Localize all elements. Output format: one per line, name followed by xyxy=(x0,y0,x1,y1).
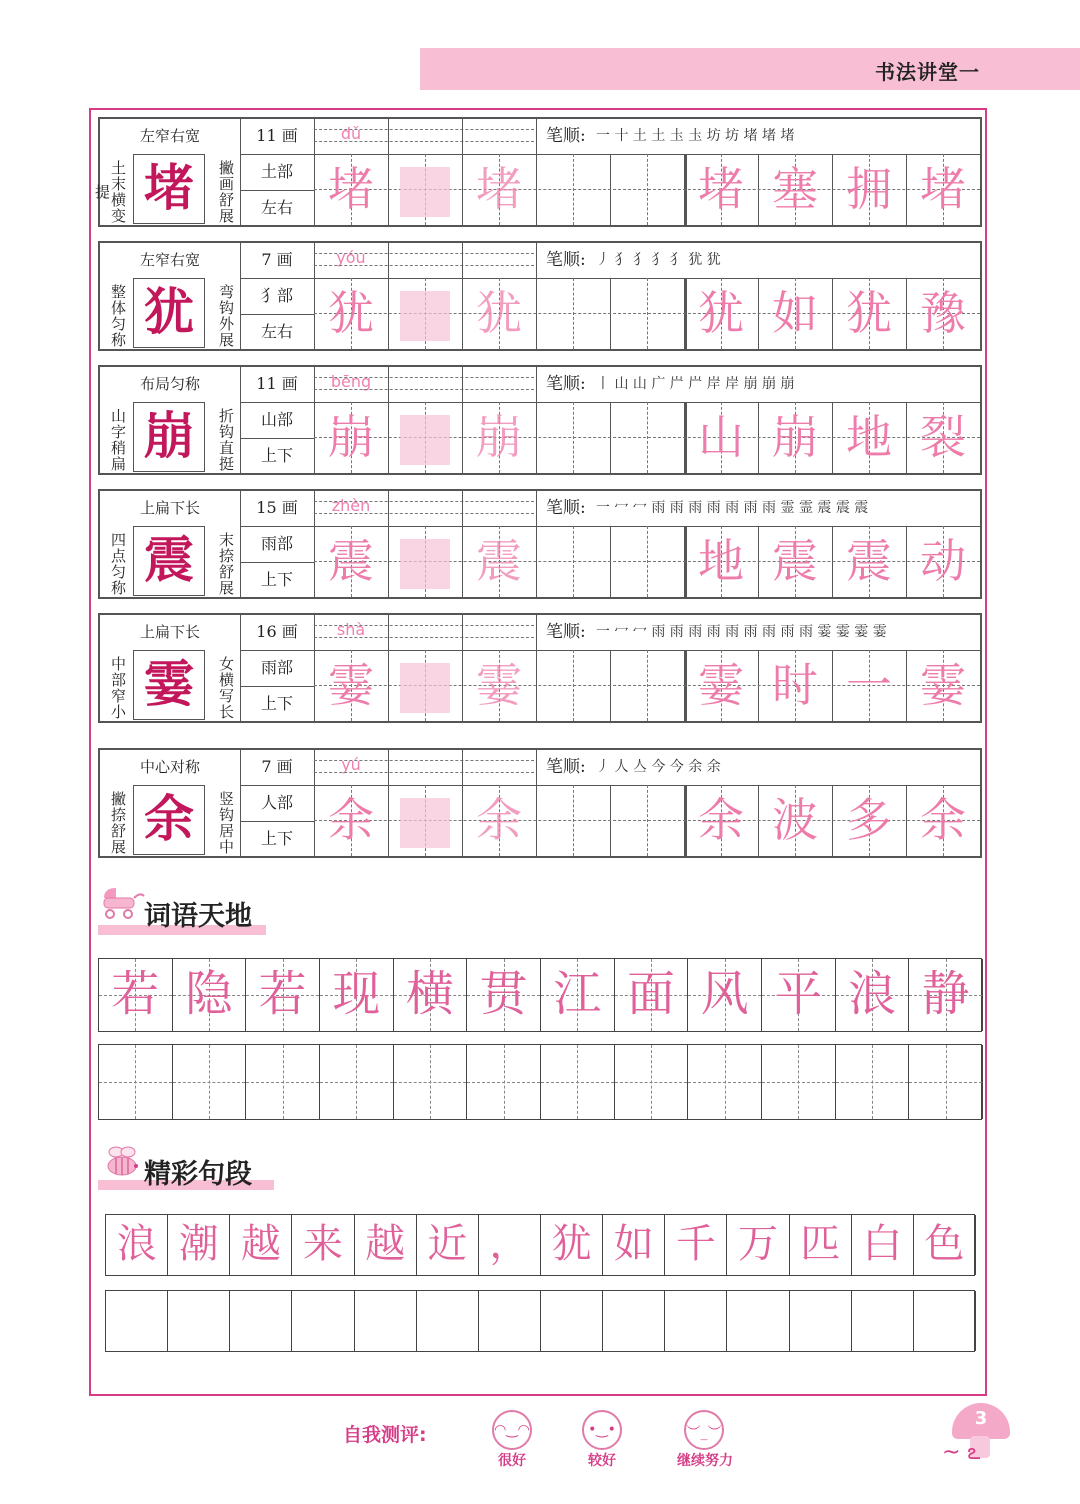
stroke-order: 丿 犭 犭 犭 犭 犹 犹 xyxy=(596,252,721,268)
right-tip: 末捺舒展 xyxy=(217,532,235,596)
layout-type: 左右 xyxy=(260,322,293,341)
trace-character[interactable]: 犹 xyxy=(328,286,374,340)
character-block xyxy=(98,365,982,475)
bee-icon xyxy=(100,1144,144,1180)
stroke-count: 11 画 xyxy=(256,374,298,393)
word-practice-cell[interactable] xyxy=(320,1045,394,1119)
trace-ghost xyxy=(400,798,450,848)
model-character: 堵 xyxy=(133,154,205,224)
word-practice-cell[interactable] xyxy=(615,1045,689,1119)
model-character: 霎 xyxy=(133,650,205,720)
pinyin: bēng xyxy=(330,372,372,391)
stroller-icon xyxy=(100,884,146,920)
structure-label: 中心对称 xyxy=(139,758,200,776)
stroke-order: 一 冖 冖 雨 雨 雨 雨 雨 雨 雨 霊 霊 震 震 震 xyxy=(596,500,869,516)
passage-practice-cell[interactable] xyxy=(603,1291,665,1351)
trace-character-light[interactable]: 犹 xyxy=(476,286,522,340)
passage-practice-cell[interactable] xyxy=(665,1291,727,1351)
left-tip: 撇捺舒展 xyxy=(109,791,127,855)
word-model-char: 若 xyxy=(111,966,160,1022)
radical: 雨部 xyxy=(260,534,293,553)
stroke-order-label: 笔顺: xyxy=(546,757,586,777)
pinyin: shà xyxy=(336,620,366,639)
passage-model-char: 潮 xyxy=(168,1215,230,1275)
passage-practice-cell[interactable] xyxy=(292,1291,354,1351)
word-model-char: 江 xyxy=(553,966,602,1022)
word-model-cell xyxy=(762,959,836,1031)
stroke-count: 16 画 xyxy=(256,622,298,641)
trace-ghost xyxy=(400,167,450,217)
passage-model-char: 色 xyxy=(914,1215,976,1275)
rating-keep-trying-label: 继续努力 xyxy=(677,1453,733,1469)
page-decoration: ~ ఽ xyxy=(942,1440,981,1465)
stroke-order: 一 冖 冖 雨 雨 雨 雨 雨 雨 雨 雨 雨 霎 霎 霎 霎 xyxy=(596,624,887,640)
word-model-cell xyxy=(615,959,689,1031)
layout-type: 上下 xyxy=(260,694,293,713)
word-model-char: 横 xyxy=(405,966,454,1022)
trace-character[interactable]: 堵 xyxy=(328,162,374,216)
trace-character[interactable]: 余 xyxy=(328,793,374,847)
word-model-char: 贯 xyxy=(479,966,528,1022)
word-model-char: 隐 xyxy=(184,966,233,1022)
word-model-cell xyxy=(394,959,468,1031)
passage-practice-cell[interactable] xyxy=(914,1291,976,1351)
word-character[interactable]: 堵 xyxy=(920,162,966,216)
pinyin: zhèn xyxy=(331,496,371,515)
left-tip: 整体匀称 xyxy=(109,284,127,348)
passage-practice-cell[interactable] xyxy=(168,1291,230,1351)
character-block xyxy=(93,117,982,227)
layout-type: 左右 xyxy=(260,198,293,217)
word-model-char: 浪 xyxy=(847,966,896,1022)
stroke-count: 7 画 xyxy=(261,250,293,269)
words-practice-row xyxy=(98,1044,982,1120)
rating-good-label: 较好 xyxy=(588,1453,616,1469)
passage-practice-cell[interactable] xyxy=(479,1291,541,1351)
word-practice-cell[interactable] xyxy=(762,1045,836,1119)
rating-very-good-icon[interactable]: ◠‿◠ xyxy=(492,1410,532,1450)
passage-practice-cell[interactable] xyxy=(541,1291,603,1351)
trace-character-light[interactable]: 堵 xyxy=(476,162,522,216)
word-model-cell xyxy=(688,959,762,1031)
radical: 人部 xyxy=(260,793,293,812)
word-practice-cell[interactable] xyxy=(541,1045,615,1119)
word-character[interactable]: 余 xyxy=(920,793,966,847)
passage-practice-cell[interactable] xyxy=(727,1291,789,1351)
trace-ghost xyxy=(400,539,450,589)
word-model-char: 现 xyxy=(332,966,381,1022)
trace-character-light[interactable]: 霎 xyxy=(476,658,522,712)
structure-label: 上扁下长 xyxy=(139,499,200,517)
word-model-char: 平 xyxy=(774,966,823,1022)
word-character[interactable]: 霎 xyxy=(920,658,966,712)
pinyin: dǔ xyxy=(340,124,362,143)
word-character[interactable]: 犹 xyxy=(698,286,744,340)
word-character[interactable]: 地 xyxy=(846,410,892,464)
word-character[interactable]: 多 xyxy=(846,793,892,847)
passage-model-char: ， xyxy=(479,1215,541,1275)
trace-ghost xyxy=(400,663,450,713)
word-model-cell xyxy=(541,959,615,1031)
passage-model-char: 近 xyxy=(417,1215,479,1275)
word-model-char: 若 xyxy=(258,966,307,1022)
stroke-order: 丿 人 亼 今 今 余 余 xyxy=(596,759,721,775)
rating-keep-trying-icon[interactable]: ︶_︶ xyxy=(684,1410,724,1450)
word-character[interactable]: 时 xyxy=(772,658,818,712)
character-block xyxy=(98,489,982,599)
word-character[interactable]: 裂 xyxy=(920,410,966,464)
stroke-order-label: 笔顺: xyxy=(546,374,586,394)
word-character[interactable]: 如 xyxy=(772,286,818,340)
character-block xyxy=(98,748,982,858)
word-character[interactable]: 堵 xyxy=(698,162,744,216)
model-character: 余 xyxy=(133,785,205,855)
word-model-cell xyxy=(99,959,173,1031)
word-practice-cell[interactable] xyxy=(173,1045,247,1119)
passage-practice-row xyxy=(105,1290,975,1352)
trace-ghost xyxy=(400,291,450,341)
word-model-cell xyxy=(320,959,394,1031)
word-character[interactable]: 波 xyxy=(772,793,818,847)
word-character[interactable]: 豫 xyxy=(920,286,966,340)
trace-character[interactable]: 崩 xyxy=(328,410,374,464)
words-model-row xyxy=(98,958,982,1032)
word-model-cell xyxy=(836,959,910,1031)
words-section-title: 词语天地 xyxy=(144,901,252,932)
stroke-order-label: 笔顺: xyxy=(546,250,586,270)
word-character[interactable]: 拥 xyxy=(846,162,892,216)
trace-character-light[interactable]: 崩 xyxy=(476,410,522,464)
passage-practice-cell[interactable] xyxy=(852,1291,914,1351)
word-practice-cell[interactable] xyxy=(467,1045,541,1119)
stroke-order-label: 笔顺: xyxy=(546,622,586,642)
word-character[interactable]: 地 xyxy=(698,534,744,588)
word-model-cell xyxy=(909,959,983,1031)
trace-character[interactable]: 震 xyxy=(328,534,374,588)
word-practice-cell[interactable] xyxy=(909,1045,983,1119)
character-block xyxy=(98,241,982,351)
word-character[interactable]: 一 xyxy=(846,658,892,712)
header-bar xyxy=(420,48,1080,90)
self-eval-label: 自我测评: xyxy=(343,1424,427,1446)
word-character[interactable]: 犹 xyxy=(846,286,892,340)
word-practice-cell[interactable] xyxy=(246,1045,320,1119)
word-model-cell xyxy=(173,959,247,1031)
passage-practice-cell[interactable] xyxy=(417,1291,479,1351)
passage-section-title: 精彩句段 xyxy=(144,1159,252,1190)
trace-character[interactable]: 霎 xyxy=(328,658,374,712)
stroke-order-label: 笔顺: xyxy=(546,126,586,146)
header-title: 书法讲堂一 xyxy=(875,60,980,84)
radical: 雨部 xyxy=(260,658,293,677)
page-number: 3 xyxy=(974,1408,988,1429)
stroke-count: 15 画 xyxy=(256,498,298,517)
right-tip: 竖钩居中 xyxy=(217,791,235,855)
passage-practice-cell[interactable] xyxy=(106,1291,168,1351)
structure-label: 布局匀称 xyxy=(139,375,200,393)
word-character[interactable]: 霎 xyxy=(698,658,744,712)
model-character: 震 xyxy=(133,526,205,596)
word-practice-cell[interactable] xyxy=(394,1045,468,1119)
passage-model-char: 越 xyxy=(355,1215,417,1275)
word-model-cell xyxy=(467,959,541,1031)
stroke-count: 7 画 xyxy=(261,757,293,776)
left-tip: 山字稍扁 xyxy=(109,408,127,472)
passage-model-row xyxy=(105,1214,975,1276)
layout-type: 上下 xyxy=(260,446,293,465)
radical: 山部 xyxy=(260,410,293,429)
trace-character-light[interactable]: 震 xyxy=(476,534,522,588)
passage-practice-cell[interactable] xyxy=(230,1291,292,1351)
word-character[interactable]: 山 xyxy=(698,410,744,464)
word-character[interactable]: 塞 xyxy=(772,162,818,216)
passage-model-char: 白 xyxy=(852,1215,914,1275)
word-practice-cell[interactable] xyxy=(99,1045,173,1119)
passage-practice-cell[interactable] xyxy=(790,1291,852,1351)
model-character: 犹 xyxy=(133,278,205,348)
right-tip: 弯钩外展 xyxy=(217,284,235,348)
left-tip: 土末横变提 xyxy=(93,160,127,224)
radical: 犭部 xyxy=(260,286,293,305)
word-character[interactable]: 动 xyxy=(920,534,966,588)
word-character[interactable]: 震 xyxy=(772,534,818,588)
word-practice-cell[interactable] xyxy=(688,1045,762,1119)
stroke-order: 一 十 土 土 圡 圡 坊 坊 堵 堵 堵 xyxy=(596,128,795,144)
word-character[interactable]: 震 xyxy=(846,534,892,588)
passage-model-char: 犹 xyxy=(541,1215,603,1275)
radical: 土部 xyxy=(260,162,293,181)
stroke-order-label: 笔顺: xyxy=(546,498,586,518)
word-character[interactable]: 崩 xyxy=(772,410,818,464)
passage-model-char: 浪 xyxy=(106,1215,168,1275)
pinyin: yú xyxy=(341,755,361,774)
layout-type: 上下 xyxy=(260,570,293,589)
right-tip: 折钩直挺 xyxy=(217,408,235,472)
passage-model-char: 万 xyxy=(727,1215,789,1275)
trace-character-light[interactable]: 余 xyxy=(476,793,522,847)
word-model-char: 静 xyxy=(921,966,970,1022)
rating-very-good-label: 很好 xyxy=(498,1453,526,1469)
structure-label: 上扁下长 xyxy=(139,623,200,641)
stroke-order: 丨 山 山 广 屵 屵 岸 岸 崩 崩 崩 xyxy=(596,376,795,392)
word-model-cell xyxy=(246,959,320,1031)
right-tip: 女横写长 xyxy=(217,656,235,720)
rating-good-icon[interactable]: •‿• xyxy=(582,1410,622,1450)
passage-model-char: 越 xyxy=(230,1215,292,1275)
layout-type: 上下 xyxy=(260,829,293,848)
right-tip: 撇画舒展 xyxy=(217,160,235,224)
word-character[interactable]: 余 xyxy=(698,793,744,847)
word-model-char: 风 xyxy=(700,966,749,1022)
pinyin: yóu xyxy=(336,248,366,267)
structure-label: 左窄右宽 xyxy=(139,127,200,145)
left-tip: 四点匀称 xyxy=(109,532,127,596)
character-block xyxy=(98,613,982,723)
passage-model-char: 匹 xyxy=(790,1215,852,1275)
stroke-count: 11 画 xyxy=(256,126,298,145)
passage-practice-cell[interactable] xyxy=(355,1291,417,1351)
structure-label: 左窄右宽 xyxy=(139,251,200,269)
trace-ghost xyxy=(400,415,450,465)
left-tip: 中部窄小 xyxy=(109,656,127,720)
word-model-char: 面 xyxy=(626,966,675,1022)
model-character: 崩 xyxy=(133,402,205,472)
passage-model-char: 来 xyxy=(292,1215,354,1275)
passage-model-char: 千 xyxy=(665,1215,727,1275)
word-practice-cell[interactable] xyxy=(836,1045,910,1119)
passage-model-char: 如 xyxy=(603,1215,665,1275)
